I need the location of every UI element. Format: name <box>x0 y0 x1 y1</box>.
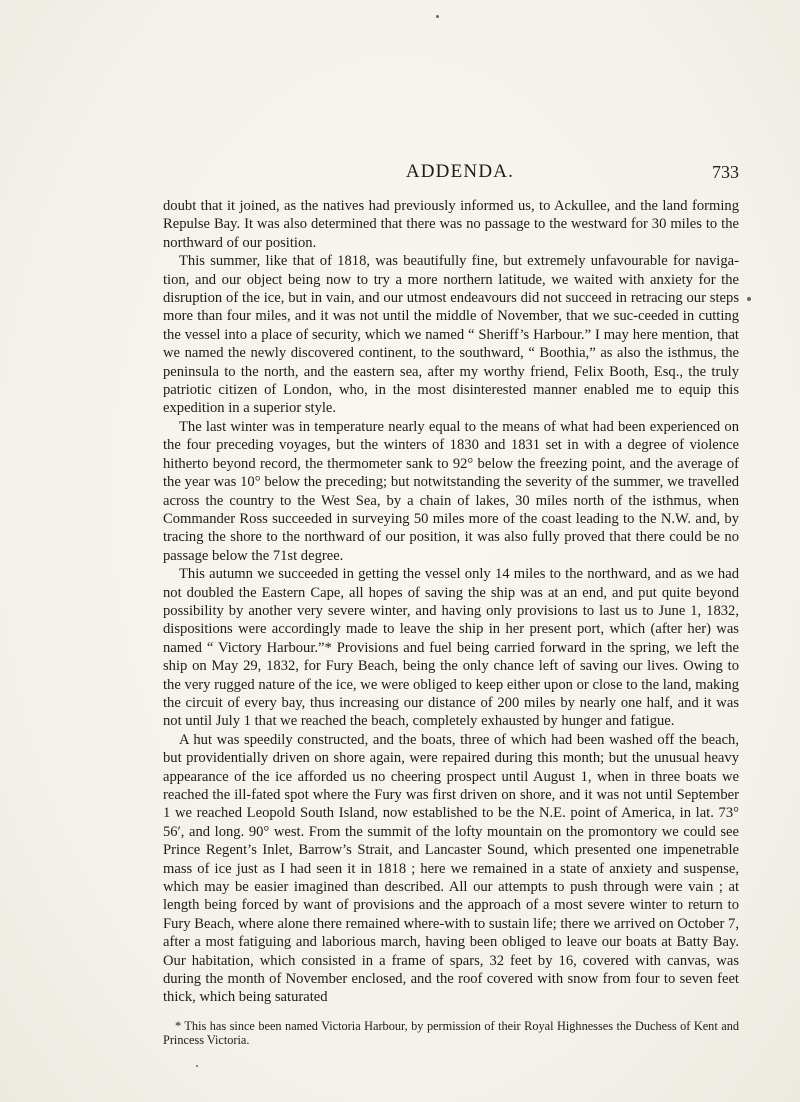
page-number: 733 <box>712 162 739 182</box>
body-text <box>163 197 739 1007</box>
paper-speck <box>747 297 751 301</box>
paragraph-1: doubt that it joined, as the natives had previously informed us, to Ackullee, and the land forming Repulse Bay. It was also determined that there was no passage to the westward for 30 miles to the northward of our position. <box>163 198 739 251</box>
paper-speck <box>196 1065 198 1067</box>
page-header <box>160 161 760 185</box>
paragraph-4: This autumn we succeeded in getting the vessel only 14 miles to the northward, and as we had not doubled the Eastern Cape, all hopes of saving the ship was at an end, and put quite beyond possibility by another very severe winter, and having only provisions to last us to June 1, 1832, dispositions were accordingly made to leave the ship in her present port, which (after her) was named “ Victory Harbour.”* Provisions and fuel being carried forward in the spring, we left the ship on May 29, 1832, for Fury Beach, being the only chance left of saving our lives. Owing to the very rugged nature of the ice, we were obliged to keep either upon or close to the land, making the circuit of every bay, thus increasing our distance of 200 miles by nearly one half, and it was not until July 1 that we reached the beach, completely exhausted by hunger and fatigue. <box>163 566 739 730</box>
paper-speck <box>436 15 439 18</box>
running-head: ADDENDA. <box>405 161 515 182</box>
footnote <box>163 1019 739 1047</box>
paragraph-5: A hut was speedily constructed, and the boats, three of which had been washed off the beach, but providentially driven on shore again, were repaired during this month; but the unusual heavy appearance of the ice afforded us no cheering prospect until August 1, when in three boats we reached the ill-fated spot where the Fury was first driven on shore, and it was not until September 1 we reached Leopold South Island, now established to be the N.E. point of America, in lat. 73° 56′, and long. 90° west. From the summit of the lofty mountain on the promontory we could see Prince Regent’s Inlet, Barrow’s Strait, and Lancaster Sound, which presented one impenetrable mass of ice just as I had seen it in 1818 ; here we remained in a state of anxiety and suspense, which may be easier imagined than described. All our attempts to push through were vain ; at length being forced by want of provisions and the approach of a most severe winter to return to Fury Beach, where alone there remained where-with to sustain life; there we arrived on October 7, after a most fatiguing and laborious march, having been obliged to leave our boats at Batty Bay. Our habitation, which consisted in a frame of spars, 32 feet by 16, covered with canvas, was during the month of November enclosed, and the roof covered with snow from four to seven feet thick, which being saturated <box>163 731 739 1006</box>
paragraph-2: This summer, like that of 1818, was beautifully fine, but extremely unfavourable for naviga-tion, and our object being now to try a more northern latitude, we waited with anxiety for the disruption of the ice, but in vain, and our utmost endeavours did not succeed in retracing our steps more than four miles, and it was not until the middle of November, that we suc-ceeded in cutting the vessel into a place of security, which we named “ Sheriff’s Harbour.” I may here mention, that we named the newly discovered continent, to the southward, “ Boothia,” as also the isthmus, the peninsula to the north, and the eastern sea, after my worthy friend, Felix Booth, Esq., the truly patriotic citizen of London, who, in the most disinterested manner enabled me to equip this expedition in a superior style. <box>163 253 739 417</box>
footnote-text: * This has since been named Victoria Harbour, by permission of their Royal Highnesses the Duchess of Kent and Princess Victoria. <box>163 1019 739 1047</box>
paragraph-3: The last winter was in temperature nearly equal to the means of what had been experienced on the four preceding voyages, but the winters of 1830 and 1831 set in with a degree of violence hitherto beyond record, the thermometer sank to 92° below the freezing point, and the average of the year was 10° below the preceding; but notwitstanding the severity of the summer, we travelled across the country to the West Sea, by a chain of lakes, 30 miles north of the isthmus, when Commander Ross succeeded in surveying 50 miles more of the coast leading to the N.W. and, by tracing the shore to the northward of our position, it was also fully proved that there could be no passage below the 71st degree. <box>163 418 739 564</box>
